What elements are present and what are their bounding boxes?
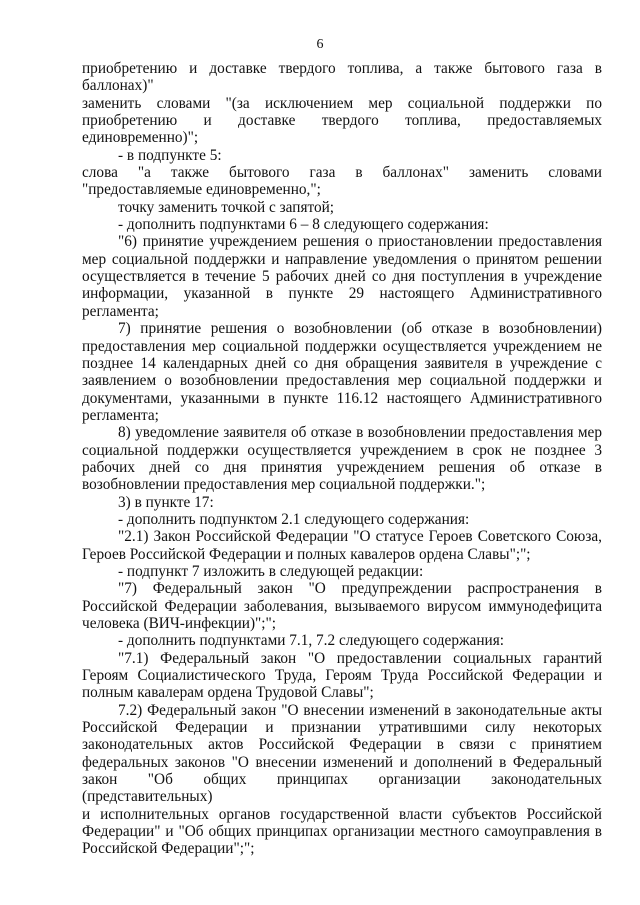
paragraph-9-line-0: - дополнить подпунктом 2.1 следующего содержания:: [118, 510, 470, 528]
paragraph-15-line-3: федеральных законов "О внесении изменений и дополнений в Федеральный: [82, 753, 602, 771]
paragraph-5-line-0: "6) принятие учреждением решения о приостановлении предоставления: [118, 233, 602, 251]
paragraph-6-line-4: документами, указанными в пункте 116.12 настоящего Административного: [82, 389, 602, 407]
paragraph-5-line-3: информации, указанной в пункте 29 настоящего Административного: [82, 285, 602, 303]
paragraph-3-line-0: точку заменить точкой с запятой;: [118, 198, 335, 216]
paragraph-6-line-5: регламента;: [82, 406, 159, 424]
paragraph-15-line-1: Российской Федерации и признании утратившими силу некоторых: [82, 719, 602, 737]
paragraph-6-line-2: позднее 14 календарных дней со дня обращения заявителя в учреждение с: [82, 354, 602, 372]
paragraph-13-line-0: - дополнить подпунктами 7.1, 7.2 следующего содержания:: [118, 632, 505, 650]
paragraph-15-line-0: 7.2) Федеральный закон "О внесении изменений в законодательные акты: [118, 701, 602, 719]
paragraph-4-line-0: - дополнить подпунктами 6 – 8 следующего содержания:: [118, 216, 489, 234]
paragraph-2-line-0: слова "а также бытового газа в баллонах" заменить словами: [82, 164, 602, 182]
paragraph-7-line-3: возобновлении предоставления мер социальной поддержки.";: [82, 476, 486, 494]
paragraph-11-line-0: - подпункт 7 изложить в следующей редакции:: [118, 562, 424, 580]
paragraph-15-line-7: Российской Федерации";";: [82, 840, 255, 858]
paragraph-1-line-0: - в подпункте 5:: [118, 146, 222, 164]
paragraph-12-line-1: Российской Федерации заболевания, вызываемого вирусом иммунодефицита: [82, 597, 602, 615]
paragraph-6-line-1: предоставления мер социальной поддержки осуществляется учреждением не: [82, 337, 602, 355]
paragraph-2-line-1: "предоставляемые единовременно,";: [82, 181, 321, 199]
paragraph-14-line-1: Героям Социалистического Труда, Героям Труда Российской Федерации и: [82, 667, 602, 685]
paragraph-5-line-2: осуществляется в течение 5 рабочих дней со дня поступления в учреждение: [82, 268, 602, 286]
paragraph-14-line-0: "7.1) Федеральный закон "О предоставлении социальных гарантий: [118, 649, 602, 667]
paragraph-7-line-0: 8) уведомление заявителя об отказе в возобновлении предоставления мер: [118, 424, 602, 442]
page-number: 6: [316, 37, 324, 52]
paragraph-6-line-3: заявлением о возобновлении предоставления мер социальной поддержки и: [82, 372, 602, 390]
paragraph-0-line-3: единовременно)";: [82, 129, 199, 147]
paragraph-15-line-2: законодательных актов Российской Федерации в связи с принятием: [82, 736, 602, 754]
paragraph-7-line-2: рабочих дней со дня принятия учреждением решения об отказе в: [82, 458, 602, 476]
paragraph-10-line-0: "2.1) Закон Российской Федерации "О статусе Героев Советского Союза,: [118, 528, 602, 546]
paragraph-0-line-1: заменить словами "(за исключением мер социальной поддержки по: [82, 94, 602, 112]
paragraph-0-line-0: приобретению и доставке твердого топлива, а также бытового газа в баллонах)": [82, 60, 602, 95]
paragraph-15-line-6: Федерации" и "Об общих принципах организации местного самоуправления в: [82, 823, 602, 841]
paragraph-12-line-0: "7) Федеральный закон "О предупреждении распространения в: [118, 580, 602, 598]
paragraph-0-line-2: приобретению и доставке твердого топлива, предоставляемых: [82, 112, 602, 130]
paragraph-5-line-1: мер социальной поддержки и направление уведомления о принятом решении: [82, 250, 602, 268]
paragraph-7-line-1: социальной поддержки осуществляется учреждением в срок не позднее 3: [82, 441, 602, 459]
paragraph-12-line-2: человека (ВИЧ-инфекции)";";: [82, 615, 277, 632]
paragraph-15-line-5: и исполнительных органов государственной власти субъектов Российской: [82, 805, 602, 823]
paragraph-8-line-0: 3) в пункте 17:: [118, 493, 214, 511]
paragraph-5-line-4: регламента;: [82, 302, 159, 320]
paragraph-15-line-4: закон "Об общих принципах организации законодательных (представительных): [82, 771, 602, 806]
paragraph-14-line-2: полным кавалерам ордена Трудовой Славы";: [82, 684, 374, 702]
document-body: [82, 60, 602, 858]
paragraph-10-line-1: Героев Российской Федерации и полных кавалеров ордена Славы";";: [82, 545, 531, 563]
paragraph-6-line-0: 7) принятие решения о возобновлении (об отказе в возобновлении): [118, 320, 602, 338]
